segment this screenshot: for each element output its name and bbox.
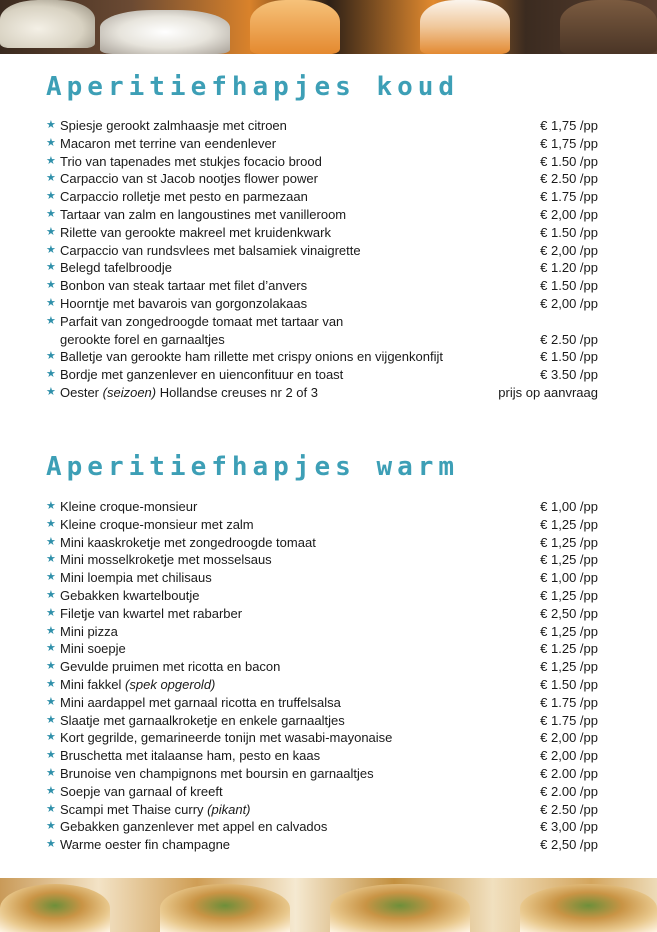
item-name-text: Warme oester fin champagne [60, 837, 231, 853]
item-name [60, 295, 532, 313]
item-price: € 2.00 /pp [540, 765, 598, 781]
item-name-text: Mini loempia met chilisaus [60, 570, 212, 586]
item-name [60, 188, 532, 206]
item-name [60, 366, 532, 384]
star-icon: ★ [46, 820, 56, 833]
star-icon: ★ [46, 713, 56, 726]
item-name [60, 242, 532, 260]
item-name [60, 694, 532, 712]
item-name-text: Brunoise ven champignons met boursin en garnaaltjes [60, 765, 374, 781]
menu-item [46, 818, 598, 836]
star-icon: ★ [46, 207, 56, 220]
star-icon: ★ [46, 731, 56, 744]
section-title-koud: Aperitiefhapjes koud [46, 72, 460, 102]
star-icon: ★ [46, 350, 56, 363]
item-name [60, 170, 532, 188]
quiche-image [520, 884, 657, 932]
item-name-text: Bruschetta met italaanse ham, pesto en kaas [60, 748, 321, 764]
star-icon: ★ [46, 119, 56, 131]
star-icon: ★ [46, 368, 56, 381]
menu-item [46, 348, 598, 366]
menu-item [46, 498, 598, 516]
star-icon: ★ [46, 749, 56, 762]
item-price: € 2,00 /pp [540, 206, 598, 222]
star-icon: ★ [46, 261, 56, 274]
item-name-continuation: gerookte forel en garnaaltjes [60, 331, 225, 347]
item-name-text: Parfait van zongedroogde tomaat met tartaar van [60, 313, 344, 329]
quiche-image [330, 884, 470, 932]
item-price: € 1,25 /pp [540, 623, 598, 639]
item-price: € 1,25 /pp [540, 587, 598, 603]
menu-item [46, 729, 598, 747]
menu-item [46, 836, 598, 854]
menu-item [46, 366, 598, 384]
menu-item [46, 188, 598, 206]
star-icon: ★ [46, 517, 56, 530]
item-name-text: Macaron met terrine van eendenlever [60, 135, 277, 151]
item-price: € 2,00 /pp [540, 748, 598, 764]
menu-item [46, 516, 598, 534]
item-name-text: Mini soepje [60, 641, 126, 657]
star-icon: ★ [46, 642, 56, 655]
item-name [60, 729, 532, 747]
item-name-text: Filetje van kwartel met rabarber [60, 605, 243, 621]
menu-item [46, 623, 598, 641]
menu-item [46, 658, 598, 676]
item-name [60, 605, 532, 623]
star-icon: ★ [46, 802, 56, 815]
item-name-text: Scampi met Thaise curry [60, 801, 204, 817]
menu-item [46, 801, 598, 819]
item-name [60, 783, 532, 801]
star-icon: ★ [46, 279, 56, 292]
footer-photo [0, 878, 657, 932]
item-name-text: Oester [60, 384, 100, 400]
item-price: € 1.50 /pp [540, 349, 598, 365]
item-name-text: Soepje van garnaal of kreeft [60, 783, 223, 799]
item-name-text: Kort gegrilde, gemarineerde tonijn met wasabi-mayonaise [60, 730, 393, 746]
star-icon: ★ [46, 172, 56, 185]
item-price: € 2.50 /pp [540, 331, 598, 347]
item-name [60, 551, 532, 569]
item-name [60, 224, 532, 242]
star-icon: ★ [46, 136, 56, 149]
item-name [60, 587, 532, 605]
star-icon: ★ [46, 535, 56, 548]
item-name-text: Gevulde pruimen met ricotta en bacon [60, 659, 281, 675]
item-name-after: Hollandse creuses nr 2 of 3 [159, 384, 318, 400]
menu-item [46, 277, 598, 295]
menu-item [46, 676, 598, 694]
item-price: € 2,50 /pp [540, 837, 598, 853]
star-icon: ★ [46, 784, 56, 797]
star-icon: ★ [46, 314, 56, 327]
star-icon: ★ [46, 154, 56, 167]
item-name [60, 117, 532, 135]
item-name [60, 818, 532, 836]
item-price: € 2,00 /pp [540, 295, 598, 311]
item-note: (pikant) [207, 801, 251, 817]
menu-list-warm [46, 498, 598, 854]
item-name [60, 206, 532, 224]
item-name-text: Spiesje gerookt zalmhaasje met citroen [60, 118, 287, 133]
item-name-text: Rilette van gerookte makreel met kruidenkwark [60, 224, 331, 240]
star-icon: ★ [46, 838, 56, 851]
item-name [60, 313, 598, 331]
star-icon: ★ [46, 500, 56, 512]
item-price: € 2.50 /pp [540, 171, 598, 187]
item-name [60, 534, 532, 552]
item-name-text: Kleine croque-monsieur met zalm [60, 516, 254, 532]
item-name [60, 623, 532, 641]
item-name-text: Mini fakkel [60, 676, 122, 692]
item-price: € 1.75 /pp [540, 712, 598, 728]
star-icon: ★ [46, 766, 56, 779]
item-price: € 2.50 /pp [540, 801, 598, 817]
menu-item [46, 640, 598, 658]
quiche-image [160, 884, 290, 932]
section-title-warm: Aperitiefhapjes warm [46, 452, 460, 482]
item-name-text: Carpaccio rolletje met pesto en parmezaan [60, 189, 308, 205]
item-name-text: Hoorntje met bavarois van gorgonzolakaas [60, 295, 308, 311]
star-icon: ★ [46, 588, 56, 601]
item-price: € 1.20 /pp [540, 260, 598, 276]
dessert-glass-image [100, 10, 230, 54]
item-name [60, 259, 532, 277]
item-price: € 1.50 /pp [540, 224, 598, 240]
item-name [60, 836, 532, 854]
star-icon: ★ [46, 660, 56, 673]
item-name [60, 277, 532, 295]
star-icon: ★ [46, 553, 56, 566]
item-price: € 1,25 /pp [540, 552, 598, 568]
item-name-text: Carpaccio van st Jacob nootjes flower power [60, 171, 318, 187]
item-name [60, 765, 532, 783]
menu-item [46, 153, 598, 171]
menu-item-continuation [46, 331, 598, 349]
menu-item [46, 534, 598, 552]
menu-item [46, 712, 598, 730]
dessert-glass-image [560, 0, 657, 54]
item-price: € 1.50 /pp [540, 153, 598, 169]
star-icon: ★ [46, 571, 56, 584]
item-name-text: Gebakken kwartelboutje [60, 587, 200, 603]
item-name-text: Trio van tapenades met stukjes focacio brood [60, 153, 322, 169]
menu-item [46, 259, 598, 277]
item-price: € 2,50 /pp [540, 605, 598, 621]
item-name-text: Belegd tafelbroodje [60, 260, 173, 276]
item-price: € 1,25 /pp [540, 516, 598, 532]
item-price: € 1.75 /pp [540, 694, 598, 710]
menu-item [46, 224, 598, 242]
item-price: € 3.50 /pp [540, 367, 598, 383]
star-icon: ★ [46, 385, 56, 398]
item-name-text: Mini mosselkroketje met mosselsaus [60, 552, 272, 568]
star-icon: ★ [46, 677, 56, 690]
menu-item [46, 313, 598, 331]
item-name-text: Tartaar van zalm en langoustines met vanilleroom [60, 206, 347, 222]
item-name [60, 676, 532, 694]
item-name [60, 384, 490, 402]
item-name-text: Slaatje met garnaalkroketje en enkele garnaaltjes [60, 712, 345, 728]
item-name [60, 801, 532, 819]
item-name [60, 569, 532, 587]
item-name-text: Mini aardappel met garnaal ricotta en truffelsalsa [60, 694, 341, 710]
item-price: prijs op aanvraag [498, 384, 598, 400]
star-icon: ★ [46, 243, 56, 256]
item-name-text: Gebakken ganzenlever met appel en calvados [60, 819, 328, 835]
menu-item [46, 135, 598, 153]
item-price: € 1,00 /pp [540, 499, 598, 514]
item-price: € 1,00 /pp [540, 570, 598, 586]
item-note: (spek opgerold) [125, 676, 216, 692]
menu-item [46, 569, 598, 587]
item-name [60, 712, 532, 730]
star-icon: ★ [46, 695, 56, 708]
item-name [60, 747, 532, 765]
item-name [60, 135, 532, 153]
item-name [60, 348, 532, 366]
item-note: (seizoen) [102, 384, 157, 400]
header-photo [0, 0, 657, 54]
item-name [60, 516, 532, 534]
menu-item [46, 206, 598, 224]
menu-item [46, 694, 598, 712]
item-name-text: Bordje met ganzenlever en uienconfituur en toast [60, 367, 344, 383]
item-price: € 1,25 /pp [540, 534, 598, 550]
menu-item [46, 117, 598, 135]
item-price: € 1.25 /pp [540, 641, 598, 657]
dessert-glass-image [420, 0, 510, 54]
item-name [60, 640, 532, 658]
item-name [60, 498, 532, 516]
item-name-text: Mini kaaskroketje met zongedroogde tomaat [60, 534, 316, 550]
star-icon: ★ [46, 190, 56, 203]
menu-item [46, 783, 598, 801]
menu-item [46, 384, 598, 402]
item-price: € 1,75 /pp [540, 118, 598, 133]
item-price: € 1,75 /pp [540, 135, 598, 151]
item-name-text: Mini pizza [60, 623, 118, 639]
menu-item [46, 605, 598, 623]
item-name-text: Carpaccio van rundsvlees met balsamiek vinaigrette [60, 242, 361, 258]
item-price: € 1.50 /pp [540, 278, 598, 294]
item-name-text: Balletje van gerookte ham rillette met crispy onions en vijgenkonfijt [60, 349, 443, 365]
item-price: € 2,00 /pp [540, 730, 598, 746]
menu-list-koud [46, 117, 598, 402]
star-icon: ★ [46, 296, 56, 309]
item-price: € 2,00 /pp [540, 242, 598, 258]
item-name [60, 658, 532, 676]
item-price: € 3,00 /pp [540, 819, 598, 835]
quiche-image [0, 884, 110, 932]
item-price: € 1.75 /pp [540, 189, 598, 205]
item-name-text: Bonbon van steak tartaar met filet d’anvers [60, 278, 308, 294]
star-icon: ★ [46, 606, 56, 619]
dessert-glass-image [0, 0, 95, 48]
dessert-glass-image [250, 0, 340, 54]
star-icon: ★ [46, 225, 56, 238]
menu-item [46, 747, 598, 765]
menu-item [46, 587, 598, 605]
item-price: € 1,25 /pp [540, 659, 598, 675]
menu-item [46, 170, 598, 188]
menu-item [46, 765, 598, 783]
menu-item [46, 551, 598, 569]
item-price: € 1.50 /pp [540, 676, 598, 692]
item-price: € 2.00 /pp [540, 783, 598, 799]
menu-item [46, 242, 598, 260]
item-name [60, 153, 532, 171]
star-icon: ★ [46, 624, 56, 637]
item-name-text: Kleine croque-monsieur [60, 499, 198, 514]
menu-item [46, 295, 598, 313]
